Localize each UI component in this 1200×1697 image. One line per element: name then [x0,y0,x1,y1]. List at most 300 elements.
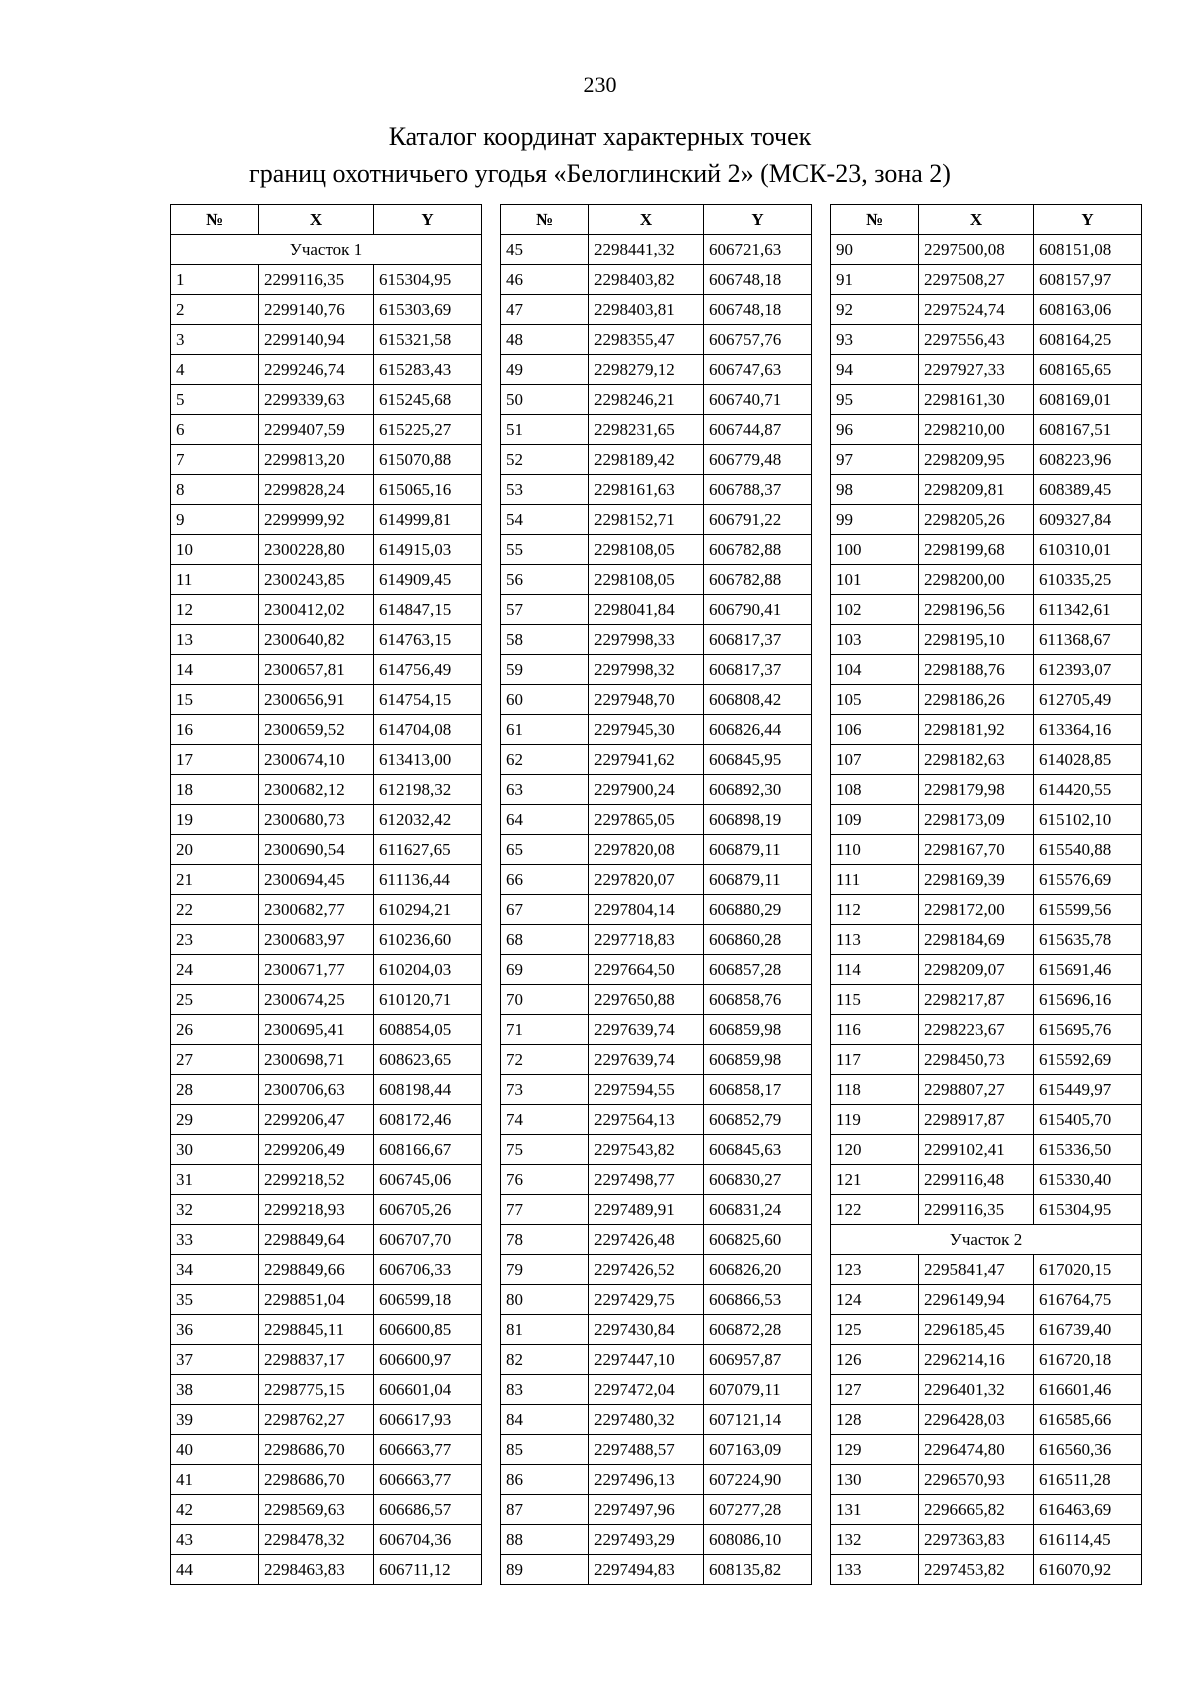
x-coordinate: 2299140,76 [259,295,374,325]
table-row [171,925,482,955]
y-coordinate: 615576,69 [1034,865,1142,895]
point-number: 20 [171,835,259,865]
table-row [171,1525,482,1555]
point-number: 48 [501,325,589,355]
point-number: 27 [171,1045,259,1075]
x-coordinate: 2298189,42 [589,445,704,475]
point-number: 3 [171,325,259,355]
table-row [171,535,482,565]
y-coordinate: 616720,18 [1034,1345,1142,1375]
x-coordinate: 2298108,05 [589,535,704,565]
x-coordinate: 2300228,80 [259,535,374,565]
x-coordinate: 2297543,82 [589,1135,704,1165]
point-number: 70 [501,985,589,1015]
table-row [831,685,1142,715]
table-row [501,565,812,595]
y-coordinate: 616739,40 [1034,1315,1142,1345]
table-row [831,805,1142,835]
x-coordinate: 2296214,16 [919,1345,1034,1375]
table-row [501,715,812,745]
table-row [831,1405,1142,1435]
header-x-coordinate: X [919,205,1034,235]
y-coordinate: 607277,28 [704,1495,812,1525]
table-row [171,1255,482,1285]
y-coordinate: 606745,06 [374,1165,482,1195]
point-number: 41 [171,1465,259,1495]
point-number: 113 [831,925,919,955]
point-number: 129 [831,1435,919,1465]
table-row [171,1045,482,1075]
point-number: 9 [171,505,259,535]
y-coordinate: 614704,08 [374,715,482,745]
point-number: 23 [171,925,259,955]
x-coordinate: 2298209,81 [919,475,1034,505]
point-number: 24 [171,955,259,985]
y-coordinate: 606705,26 [374,1195,482,1225]
table-row [171,265,482,295]
y-coordinate: 615635,78 [1034,925,1142,955]
x-coordinate: 2297453,82 [919,1555,1034,1585]
point-number: 110 [831,835,919,865]
x-coordinate: 2298209,95 [919,445,1034,475]
point-number: 66 [501,865,589,895]
point-number: 36 [171,1315,259,1345]
point-number: 117 [831,1045,919,1075]
y-coordinate: 615336,50 [1034,1135,1142,1165]
x-coordinate: 2298152,71 [589,505,704,535]
point-number: 80 [501,1285,589,1315]
x-coordinate: 2300671,77 [259,955,374,985]
table-row [501,1495,812,1525]
point-number: 46 [501,265,589,295]
table-row [501,1255,812,1285]
point-number: 15 [171,685,259,715]
x-coordinate: 2298184,69 [919,925,1034,955]
x-coordinate: 2298463,83 [259,1555,374,1585]
x-coordinate: 2298231,65 [589,415,704,445]
y-coordinate: 608854,05 [374,1015,482,1045]
title-line-2: границ охотничьего угодья «Белоглинский 2» (МСК-23, зона 2) [249,159,951,188]
y-coordinate: 606858,76 [704,985,812,1015]
x-coordinate: 2297820,07 [589,865,704,895]
table-row [831,505,1142,535]
header-y-coordinate: Y [374,205,482,235]
point-number: 38 [171,1375,259,1405]
point-number: 12 [171,595,259,625]
x-coordinate: 2297865,05 [589,805,704,835]
x-coordinate: 2300706,63 [259,1075,374,1105]
point-number: 94 [831,355,919,385]
header-point-number: № [831,205,919,235]
x-coordinate: 2298186,26 [919,685,1034,715]
x-coordinate: 2300656,91 [259,685,374,715]
point-number: 98 [831,475,919,505]
point-number: 77 [501,1195,589,1225]
point-number: 44 [171,1555,259,1585]
x-coordinate: 2298210,00 [919,415,1034,445]
table-row [831,415,1142,445]
x-coordinate: 2296149,94 [919,1285,1034,1315]
point-number: 81 [501,1315,589,1345]
y-coordinate: 612705,49 [1034,685,1142,715]
x-coordinate: 2297430,84 [589,1315,704,1345]
point-number: 51 [501,415,589,445]
point-number: 119 [831,1105,919,1135]
x-coordinate: 2297564,13 [589,1105,704,1135]
table-row [501,1345,812,1375]
point-number: 18 [171,775,259,805]
point-number: 109 [831,805,919,835]
point-number: 5 [171,385,259,415]
table-row [501,685,812,715]
point-number: 120 [831,1135,919,1165]
point-number: 10 [171,535,259,565]
x-coordinate: 2297497,96 [589,1495,704,1525]
y-coordinate: 606791,22 [704,505,812,535]
table-row [171,1225,482,1255]
y-coordinate: 606748,18 [704,295,812,325]
table-row [501,1405,812,1435]
y-coordinate: 607224,90 [704,1465,812,1495]
point-number: 63 [501,775,589,805]
x-coordinate: 2299218,52 [259,1165,374,1195]
y-coordinate: 614915,03 [374,535,482,565]
point-number: 84 [501,1405,589,1435]
y-coordinate: 612032,42 [374,805,482,835]
table-row [171,1135,482,1165]
x-coordinate: 2297900,24 [589,775,704,805]
x-coordinate: 2298686,70 [259,1465,374,1495]
x-coordinate: 2298182,63 [919,745,1034,775]
table-row [831,955,1142,985]
x-coordinate: 2297927,33 [919,355,1034,385]
x-coordinate: 2296428,03 [919,1405,1034,1435]
table-row [831,1045,1142,1075]
x-coordinate: 2298851,04 [259,1285,374,1315]
table-row [171,295,482,325]
x-coordinate: 2298209,07 [919,955,1034,985]
table-row [171,505,482,535]
section-row [831,1225,1142,1255]
x-coordinate: 2298195,10 [919,625,1034,655]
point-number: 90 [831,235,919,265]
y-coordinate: 615540,88 [1034,835,1142,865]
point-number: 124 [831,1285,919,1315]
x-coordinate: 2297488,57 [589,1435,704,1465]
table-row [171,835,482,865]
y-coordinate: 606790,41 [704,595,812,625]
x-coordinate: 2297524,74 [919,295,1034,325]
table-row [501,1045,812,1075]
point-number: 130 [831,1465,919,1495]
point-number: 97 [831,445,919,475]
header-point-number: № [501,205,589,235]
y-coordinate: 615592,69 [1034,1045,1142,1075]
x-coordinate: 2298200,00 [919,565,1034,595]
x-coordinate: 2299813,20 [259,445,374,475]
point-number: 11 [171,565,259,595]
table-row [831,295,1142,325]
x-coordinate: 2298196,56 [919,595,1034,625]
x-coordinate: 2297429,75 [589,1285,704,1315]
x-coordinate: 2299116,48 [919,1165,1034,1195]
x-coordinate: 2297650,88 [589,985,704,1015]
x-coordinate: 2299116,35 [919,1195,1034,1225]
header-row [501,205,812,235]
point-number: 105 [831,685,919,715]
x-coordinate: 2296401,32 [919,1375,1034,1405]
y-coordinate: 612198,32 [374,775,482,805]
y-coordinate: 606831,24 [704,1195,812,1225]
table-row [501,1525,812,1555]
point-number: 37 [171,1345,259,1375]
table-row [831,535,1142,565]
point-number: 56 [501,565,589,595]
y-coordinate: 606859,98 [704,1015,812,1045]
point-number: 26 [171,1015,259,1045]
x-coordinate: 2298205,26 [919,505,1034,535]
x-coordinate: 2295841,47 [919,1255,1034,1285]
y-coordinate: 606860,28 [704,925,812,955]
x-coordinate: 2298845,11 [259,1315,374,1345]
x-coordinate: 2299407,59 [259,415,374,445]
table-row [831,925,1142,955]
point-number: 67 [501,895,589,925]
y-coordinate: 606706,33 [374,1255,482,1285]
y-coordinate: 608389,45 [1034,475,1142,505]
point-number: 69 [501,955,589,985]
point-number: 25 [171,985,259,1015]
y-coordinate: 608198,44 [374,1075,482,1105]
x-coordinate: 2299828,24 [259,475,374,505]
x-coordinate: 2297489,91 [589,1195,704,1225]
x-coordinate: 2298686,70 [259,1435,374,1465]
y-coordinate: 615599,56 [1034,895,1142,925]
y-coordinate: 610204,03 [374,955,482,985]
x-coordinate: 2297948,70 [589,685,704,715]
table-row [501,955,812,985]
point-number: 19 [171,805,259,835]
y-coordinate: 611136,44 [374,865,482,895]
table-row [501,1225,812,1255]
point-number: 104 [831,655,919,685]
y-coordinate: 606880,29 [704,895,812,925]
point-number: 8 [171,475,259,505]
point-number: 127 [831,1375,919,1405]
point-number: 22 [171,895,259,925]
point-number: 121 [831,1165,919,1195]
x-coordinate: 2300412,02 [259,595,374,625]
y-coordinate: 615283,43 [374,355,482,385]
y-coordinate: 615321,58 [374,325,482,355]
x-coordinate: 2299339,63 [259,385,374,415]
table-row [171,865,482,895]
x-coordinate: 2300657,81 [259,655,374,685]
section-label: Участок 1 [171,235,482,265]
y-coordinate: 612393,07 [1034,655,1142,685]
table-row [171,685,482,715]
y-coordinate: 606711,12 [374,1555,482,1585]
table-row [171,1345,482,1375]
table-row [501,1015,812,1045]
table-row [171,415,482,445]
y-coordinate: 606663,77 [374,1465,482,1495]
table-row [501,325,812,355]
y-coordinate: 606744,87 [704,415,812,445]
x-coordinate: 2297820,08 [589,835,704,865]
table-row [831,835,1142,865]
y-coordinate: 606845,63 [704,1135,812,1165]
y-coordinate: 606721,63 [704,235,812,265]
point-number: 85 [501,1435,589,1465]
x-coordinate: 2298917,87 [919,1105,1034,1135]
table-row [171,1495,482,1525]
x-coordinate: 2300694,45 [259,865,374,895]
x-coordinate: 2298223,67 [919,1015,1034,1045]
table-row [171,1105,482,1135]
table-row [831,625,1142,655]
point-number: 123 [831,1255,919,1285]
x-coordinate: 2297998,33 [589,625,704,655]
x-coordinate: 2300640,82 [259,625,374,655]
y-coordinate: 616070,92 [1034,1555,1142,1585]
y-coordinate: 606599,18 [374,1285,482,1315]
y-coordinate: 606826,44 [704,715,812,745]
point-number: 99 [831,505,919,535]
table-row [171,475,482,505]
point-number: 17 [171,745,259,775]
table-row [501,1105,812,1135]
x-coordinate: 2298169,39 [919,865,1034,895]
point-number: 71 [501,1015,589,1045]
x-coordinate: 2298849,64 [259,1225,374,1255]
table-row [501,415,812,445]
table-row [171,625,482,655]
y-coordinate: 608165,65 [1034,355,1142,385]
table-row [501,385,812,415]
table-row [501,1165,812,1195]
point-number: 35 [171,1285,259,1315]
x-coordinate: 2298181,92 [919,715,1034,745]
table-row [501,1195,812,1225]
table-row [171,775,482,805]
x-coordinate: 2300243,85 [259,565,374,595]
table-row [501,1285,812,1315]
table-row [171,1165,482,1195]
point-number: 128 [831,1405,919,1435]
table-row [171,805,482,835]
point-number: 39 [171,1405,259,1435]
point-number: 82 [501,1345,589,1375]
point-number: 96 [831,415,919,445]
y-coordinate: 606704,36 [374,1525,482,1555]
table-row [831,1285,1142,1315]
y-coordinate: 615304,95 [1034,1195,1142,1225]
y-coordinate: 606866,53 [704,1285,812,1315]
table-row [501,1375,812,1405]
table-row [831,1525,1142,1555]
point-number: 2 [171,295,259,325]
table-row [831,1315,1142,1345]
y-coordinate: 615449,97 [1034,1075,1142,1105]
x-coordinate: 2297594,55 [589,1075,704,1105]
point-number: 93 [831,325,919,355]
table-row [831,355,1142,385]
x-coordinate: 2298279,12 [589,355,704,385]
point-number: 106 [831,715,919,745]
x-coordinate: 2297426,52 [589,1255,704,1285]
point-number: 74 [501,1105,589,1135]
x-coordinate: 2298041,84 [589,595,704,625]
x-coordinate: 2298762,27 [259,1405,374,1435]
y-coordinate: 614847,15 [374,595,482,625]
point-number: 108 [831,775,919,805]
point-number: 115 [831,985,919,1015]
table-row [831,1075,1142,1105]
table-row [501,895,812,925]
x-coordinate: 2299206,47 [259,1105,374,1135]
x-coordinate: 2298849,66 [259,1255,374,1285]
point-number: 42 [171,1495,259,1525]
point-number: 16 [171,715,259,745]
x-coordinate: 2300674,10 [259,745,374,775]
x-coordinate: 2297493,29 [589,1525,704,1555]
table-row [831,475,1142,505]
table-row [831,1015,1142,1045]
x-coordinate: 2298478,32 [259,1525,374,1555]
y-coordinate: 606663,77 [374,1435,482,1465]
x-coordinate: 2298775,15 [259,1375,374,1405]
y-coordinate: 608169,01 [1034,385,1142,415]
header-row [831,205,1142,235]
table-row [501,775,812,805]
x-coordinate: 2299246,74 [259,355,374,385]
y-coordinate: 608167,51 [1034,415,1142,445]
point-number: 103 [831,625,919,655]
y-coordinate: 609327,84 [1034,505,1142,535]
point-number: 65 [501,835,589,865]
table-row [831,1435,1142,1465]
table-row [501,655,812,685]
section-row [171,235,482,265]
table-row [831,985,1142,1015]
y-coordinate: 606686,57 [374,1495,482,1525]
table-row [501,1435,812,1465]
table-row [831,235,1142,265]
point-number: 62 [501,745,589,775]
point-number: 92 [831,295,919,325]
y-coordinate: 606747,63 [704,355,812,385]
table-row [171,595,482,625]
point-number: 132 [831,1525,919,1555]
point-number: 14 [171,655,259,685]
table-row [501,805,812,835]
x-coordinate: 2299102,41 [919,1135,1034,1165]
point-number: 32 [171,1195,259,1225]
point-number: 57 [501,595,589,625]
table-row [501,1135,812,1165]
x-coordinate: 2297508,27 [919,265,1034,295]
point-number: 118 [831,1075,919,1105]
y-coordinate: 606830,27 [704,1165,812,1195]
x-coordinate: 2300682,12 [259,775,374,805]
x-coordinate: 2300698,71 [259,1045,374,1075]
table-row [171,565,482,595]
table-row [171,1435,482,1465]
table-row [171,1405,482,1435]
table-row [831,715,1142,745]
title-line-1: Каталог координат характерных точек [388,122,812,151]
